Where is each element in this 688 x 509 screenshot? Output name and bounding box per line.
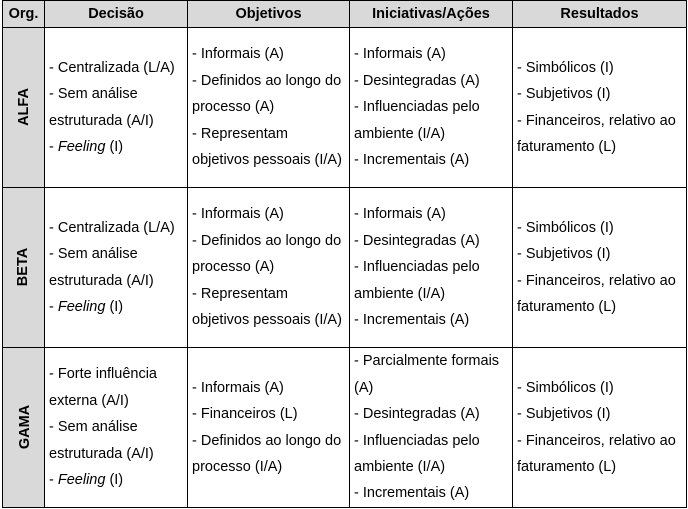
resultados-item: - Simbólicos (I): [517, 219, 614, 236]
decisao-item: - Sem análise estruturada (A/I): [49, 86, 154, 129]
resultados-item: - Financeiros, relativo ao faturamento (L): [517, 272, 676, 315]
iniciativas-item: - Incrementais (A): [354, 152, 470, 169]
iniciativas-item: - Influenciadas pelo ambiente (I/A): [354, 99, 480, 142]
iniciativas-item: - Desintegradas (A): [354, 232, 480, 249]
org-cell: [3, 188, 45, 348]
resultados-item: - Financeiros, relativo ao faturamento (L): [517, 112, 676, 155]
org-label: ALFA: [15, 88, 32, 127]
header-objetivos: Objetivos: [188, 1, 350, 28]
header-iniciativas: Iniciativas/Ações: [350, 1, 513, 28]
objetivos-item: - Informais (A): [192, 379, 284, 396]
item-emphasis: Feeling: [57, 472, 106, 489]
table-row: [3, 188, 687, 348]
decisao-item: [49, 467, 183, 493]
decisao-item: [49, 294, 183, 320]
decisao-item: - Centralizada (L/A): [49, 219, 175, 236]
org-cell: [3, 28, 45, 188]
item-suffix: (I): [105, 298, 124, 315]
decisao-cell: [45, 188, 188, 348]
comparison-table: [2, 0, 687, 508]
resultados-cell: [513, 348, 687, 508]
header-org: Org.: [3, 1, 45, 28]
objetivos-item: - Representam objetivos pessoais (I/A): [192, 125, 342, 169]
resultados-item: - Simbólicos (I): [517, 59, 614, 76]
decisao-cell: [45, 348, 188, 508]
objetivos-item: - Financeiros (L): [192, 406, 298, 423]
item-emphasis: Feeling: [57, 298, 106, 315]
resultados-cell: [513, 28, 687, 188]
objetivos-item: - Definidos ao longo do processo (I/A): [192, 432, 342, 475]
resultados-item: - Subjetivos (I): [517, 406, 611, 423]
org-label: BETA: [15, 248, 32, 287]
org-label: GAMA: [17, 405, 34, 450]
item-prefix: -: [49, 298, 58, 315]
resultados-cell: [513, 188, 687, 348]
objetivos-item: - Representam objetivos pessoais (I/A): [192, 285, 342, 329]
table-row: [3, 348, 687, 508]
iniciativas-item: - Parcialmente formais (A): [354, 353, 500, 396]
iniciativas-item: - Desintegradas (A): [354, 406, 480, 423]
decisao-item: - Sem análise estruturada (A/I): [49, 419, 154, 462]
header-resultados: Resultados: [513, 1, 687, 28]
iniciativas-item: - Incrementais (A): [354, 485, 470, 502]
iniciativas-item: - Informais (A): [354, 46, 446, 63]
resultados-item: - Simbólicos (I): [517, 379, 614, 396]
resultados-item: - Subjetivos (I): [517, 246, 611, 263]
table-row: [3, 28, 687, 188]
iniciativas-cell: [350, 348, 513, 508]
objetivos-cell: [188, 28, 350, 188]
iniciativas-item: - Incrementais (A): [354, 312, 470, 329]
objetivos-item: - Informais (A): [192, 206, 284, 223]
decisao-item: [49, 134, 183, 160]
objetivos-item: - Definidos ao longo do processo (A): [192, 232, 342, 276]
iniciativas-item: - Influenciadas pelo ambiente (I/A): [354, 432, 480, 475]
iniciativas-cell: [350, 28, 513, 188]
decisao-cell: [45, 28, 188, 188]
iniciativas-item: - Desintegradas (A): [354, 72, 480, 89]
item-suffix: (I): [105, 138, 124, 155]
header-decisao: Decisão: [45, 1, 188, 28]
iniciativas-item: - Informais (A): [354, 206, 446, 223]
item-prefix: -: [49, 138, 58, 155]
decisao-item: - Centralizada (L/A): [49, 59, 175, 76]
iniciativas-item: - Influenciadas pelo ambiente (I/A): [354, 259, 480, 302]
decisao-item: - Forte influência externa (A/I): [49, 366, 157, 409]
objetivos-item: - Informais (A): [192, 46, 284, 63]
objetivos-item: - Definidos ao longo do processo (A): [192, 72, 342, 116]
item-prefix: -: [49, 472, 58, 489]
resultados-item: - Subjetivos (I): [517, 86, 611, 103]
resultados-item: - Financeiros, relativo ao faturamento (L): [517, 432, 676, 475]
objetivos-cell: [188, 188, 350, 348]
org-cell: [3, 348, 45, 508]
objetivos-cell: [188, 348, 350, 508]
item-suffix: (I): [105, 472, 124, 489]
iniciativas-cell: [350, 188, 513, 348]
decisao-item: - Sem análise estruturada (A/I): [49, 246, 154, 289]
item-emphasis: Feeling: [57, 138, 106, 155]
header-row: [3, 1, 687, 28]
